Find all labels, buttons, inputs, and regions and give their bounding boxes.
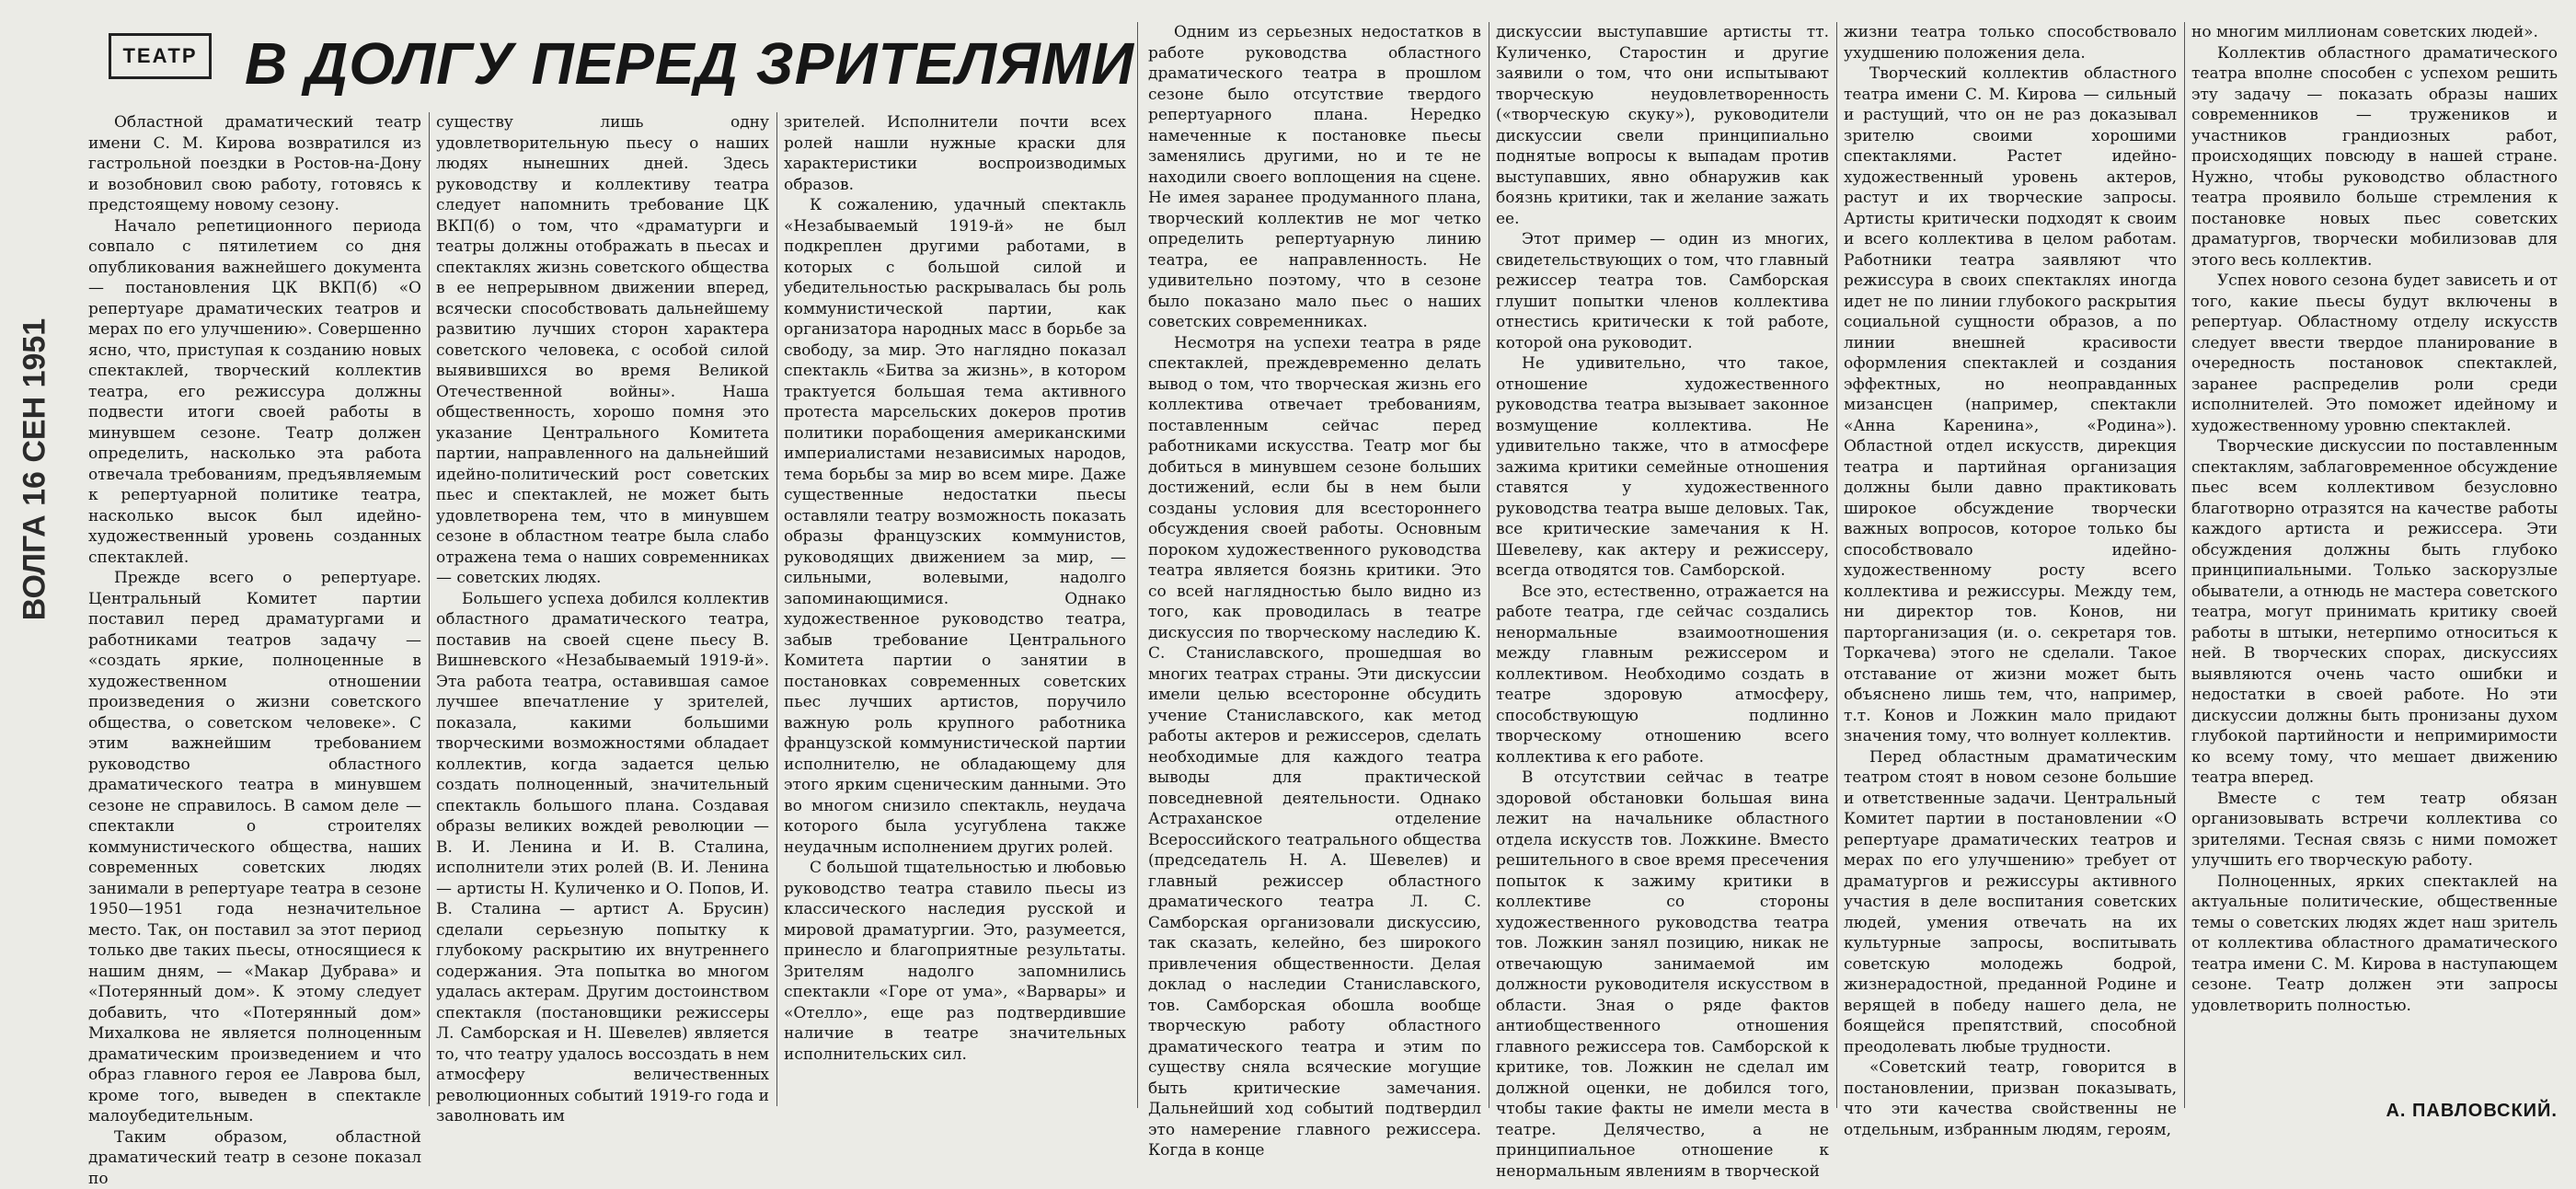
paragraph: Полноценных, ярких спектаклей на актуальные политические, общественные темы о советских людях ждет наш зритель от коллектива областного драматического театра имени С. М. Кирова в наступающем сезоне. Театр должен эти запросы удовлетворить полностью. [2191,872,2558,1017]
article-column-6 [1844,22,2177,1117]
article-column-2 [436,112,769,1115]
paragraph: Творческие дискуссии по поставленным спектаклям, заблаговременное обсуждение пьес всем коллективом безусловно благотворно отразятся на качестве работы каждого артиста и режиссера. Эти обсуждения должны быть глубоко принципиальными. Только заскорузлые обыватели, а отнюдь не мастера советского театра, могут принимать критику своей работы в штыки, нетерпимо относиться к ней. В творческих спорах, дискуссиях выявляются очень часто ошибки и недостатки в своей работе. Но эти дискуссии должны быть пронизаны духом глубокой партийности и непримиримости ко всему тому, что мешает движению театра вперед. [2191,436,2558,789]
paragraph: К сожалению, удачный спектакль «Незабываемый 1919-й» не был подкреплен другими работами, в которых с большой силой и убедительностью раскрывалась бы роль коммунистической партии, как организатора народных масс в борьбе за свободу, за мир. Это наглядно показал спектакль «Битва за жизнь», в котором трактуется большая тема активного протеста марсельских докеров против политики порабощения американскими империалистами независимых народов, тема борьбы за мир во всем мире. Даже существенные недостатки пьесы оставляли театру возможность показать образы французских коммунистов, руководящих движением за мир, — сильными, волевыми, надолго запоминающимися. Однако художественное руководство театра, забыв требование Центрального Комитета партии о занятии в постановках современных советских пьес лучших артистов, поручило важную роль крупного работника французской коммунистической партии исполнителю, не обладающему для этого ярким сценическим данными. Это во многом снизило спектакль, неудача которого была усугублена также неудачным исполнением других ролей. [784,195,1126,858]
article-column-7 [2191,22,2558,1095]
column-rule [1137,22,1138,1108]
stamp-text: ВОЛГА 16 СЕН 1951 [17,318,53,620]
paragraph: существу лишь одну удовлетворительную пьесу о наших людях нынешних дней. Здесь руководству и коллективу театра следует напомнить требование ЦК ВКП(б) о том, что «драматурги и театры должны отображать в пьесах и спектаклях жизнь советского общества в ее непрерывном движении вперед, всячески способствовать дальнейшему развитию лучших сторон характера советского человека, с особой силой выявившихся во время Великой Отечественной войны». Наша общественность, хорошо помня это указание Центрального Комитета партии, направленного на дальнейший идейно-политический рост советских пьес и спектаклей, не может быть удовлетворена тем, что в минувшем сезоне в областном театре была слабо отражена тема о наших современниках — советских людях. [436,112,769,589]
paragraph: Не удивительно, что такое, отношение художественного руководства театра вызывает законное возмущение коллектива. Не удивительно также, что в атмосфере зажима критики семейные отношения ставятся у художественного руководства театра выше деловых. Так, все критические замечания к Н. Шевелеву, как актеру и режиссеру, всегда отводятся тов. Самборской. [1496,353,1829,582]
article-column-4 [1148,22,1481,1117]
paragraph: Перед областным драматическим театром стоят в новом сезоне большие и ответственные задачи. Центральный Комитет партии в постановлении «О репертуаре драматических театров и мерах по его улучшению» требует от драматургов и режиссуры активного участия в деле воспитания советских людей, умения отвечать на их культурные запросы, воспитывать советскую молодежь бодрой, жизнерадостной, преданной Родине и верящей в победу нашего дела, не боящейся препятствий, способной преодолевать любые трудности. [1844,747,2177,1058]
paragraph: Областной драматический театр имени С. М. Кирова возвратился из гастрольной поездки в Ростов-на-Дону и возобновил свою работу, готовясь к предстоящему новому сезону. [88,112,421,216]
paragraph: Творческий коллектив областного театра имени С. М. Кирова — сильный и растущий, что он не раз доказывал зрителю своими хорошими спектаклями. Растет идейно-художественный уровень актеров, растут и их творческие запросы. Артисты критически подходят к своим и всего коллектива в целом работам. Работники театра заявляют что режиссура в своих спектаклях иногда идет не по линии глубокого раскрытия социальной сущности образов, а по линии внешней красивости оформления спектаклей и создания эффектных, но неоправданных мизансцен (например, спектакли «Анна Каренина», «Родина»). Областной отдел искусств, дирекция театра и партийная организация должны были давно практиковать широкое обсуждение творчески важных вопросов, которое только бы способствовало идейно-художественному росту всего коллектива и режиссуры. Между тем, ни директор тов. Конов, ни парторганизация (и. о. секретаря тов. Торкачева) этого не сделали. Такое отставание от жизни может быть объяснено лишь тем, что, например, т.т. Конов и Ложкин мало придают значения тому, что волнует коллектив. [1844,63,2177,747]
paragraph: Все это, естественно, отражается на работе театра, где сейчас создались ненормальные взаимоотношения между главным режиссером и коллективом. Необходимо создать в театре здоровую атмосферу, способствующую подлинно творческому отношению всего коллектива к его работе. [1496,582,1829,768]
paragraph: Коллектив областного драматического театра вполне способен с успехом решить эту задачу — показать образы наших современников — тружеников и участников грандиозных работ, происходящих повсюду в нашей стране. Нужно, чтобы руководство областного театра проявило больше стремления к постановке новых пьес советских драматургов, творчески мобилизовав для этого весь коллектив. [2191,43,2558,271]
column-rule [429,112,430,1106]
paragraph: Этот пример — один из многих, свидетельствующих о том, что главный режиссер театра тов. Самборская глушит попытки членов коллектива отнестись критически к той работе, которой она руководит. [1496,229,1829,353]
column-rule [1836,22,1837,1108]
paragraph: В отсутствии сейчас в театре здоровой обстановки большая вина лежит на начальнике областного отдела искусств тов. Ложкине. Вместо решительного в свое время пресечения попыток к зажиму критики в коллективе со стороны художественного руководства театра тов. Ложкин занял позицию, никак не отвечающую занимаемой им должности руководителя искусством в области. Зная о ряде фактов антиобщественного отношения главного режиссера тов. Самборской к критике, тов. Ложкин не сделал им должной оценки, не добился того, чтобы такие факты не имели места в театре. Делячество, а не принципиальное отношение к ненормальным явлениям в творческой [1496,768,1829,1182]
paragraph: жизни театра только способствовало ухудшению положения дела. [1844,22,2177,63]
paragraph: «Советский театр, говорится в постановлении, призван показывать, что эти качества свойственны не отдельным, избранным людям, героям, [1844,1057,2177,1140]
paragraph: Начало репетиционного периода совпало с пятилетием со дня опубликования важнейшего документа — постановления ЦК ВКП(б) «О репертуаре драматических театров и мерах по его улучшению». Совершенно ясно, что, приступая к созданию новых спектаклей, творческий коллектив театра, его режиссура должны подвести итоги своей работы в минувшем сезоне. Театр должен определить, насколько эта работа отвечала требованиям, предъявляемым к репертуарной политике театра, насколько высок был идейно-художественный уровень созданных спектаклей. [88,216,421,569]
paragraph: но многим миллионам советских людей». [2191,22,2558,43]
paragraph: зрителей. Исполнители почти всех ролей нашли нужные краски для характеристики воспроизводимых образов. [784,112,1126,195]
article-column-3 [784,112,1126,1115]
library-date-stamp [7,230,63,709]
article-headline: В ДОЛГУ ПЕРЕД ЗРИТЕЛЯМИ [245,22,1073,105]
paragraph: Прежде всего о репертуаре. Центральный Комитет партии поставил перед драматургами и работниками театров задачу — «создать яркие, полноценные в художественном отношении произведения о жизни советского общества, о советском человеке». С этим важнейшим требованием руководство областного драматического театра в минувшем сезоне не справилось. В самом деле — спектакли о строителях коммунистического общества, наших современных советских людях занимали в репертуаре театра в сезоне 1950—1951 года незначительное место. Так, он поставил за этот период только две таких пьесы, относящиеся к нашим дням, — «Макар Дубрава» и «Потерянный дом». К этому следует добавить, что «Потерянный дом» Михалкова не является полноценным драматическим произведением и что образ главного героя ее Лаврова был, кроме того, выведен в спектакле малоубедительным. [88,568,421,1127]
article-column-1 [88,112,421,1115]
column-rule [776,112,777,1106]
paragraph: Успех нового сезона будет зависеть и от того, какие пьесы будут включены в репертуар. Областному отделу искусств следует ввести твердое планирование в очередность постановок спектаклей, заранее распределив роли среди исполнителей. Это поможет идейному и художественному уровню спектаклей. [2191,271,2558,436]
article-column-5 [1496,22,1829,1117]
paragraph: Одним из серьезных недостатков в работе руководства областного драматического театра в прошлом сезоне было отсутствие твердого репертуарного плана. Нередко намеченные к постановке пьесы заменялись другими, но и те не находили своего воплощения на сцене. Не имея заранее продуманного плана, творческий коллектив не мог четко определить репертуарную линию театра, ее направленность. Не удивительно поэтому, что в сезоне было показано мало пьес о наших советских современниках. [1148,22,1481,333]
section-rubric: ТЕАТР [109,33,212,79]
author-signature: А. ПАВЛОВСКИЙ. [2254,1101,2558,1128]
paragraph: Вместе с тем театр обязан организовывать встречи коллектива со зрителями. Тесная связь с ними поможет улучшить его творческую работу. [2191,789,2558,872]
column-rule [2184,22,2185,1108]
paragraph: С большой тщательностью и любовью руководство театра ставило пьесы из классического наследия русской и мировой драматургии. Это, разумеется, принесло и благоприятные результаты. Зрителям надолго запомнились спектакли «Горе от ума», «Варвары» и «Отелло», еще раз подтвердившие наличие в театре значительных исполнительских сил. [784,858,1126,1065]
paragraph: Большего успеха добился коллектив областного драматического театра, поставив на своей сцене пьесу В. Вишневского «Незабываемый 1919-й». Эта работа театра, оставившая самое лучшее впечатление у зрителей, показала, какими большими творческими возможностями обладает коллектив, когда задается целью создать полноценный, значительный спектакль большого плана. Создавая образы великих вождей революции — В. И. Ленина и И. В. Сталина, исполнители этих ролей (В. И. Ленина — артисты Н. Куличенко и О. Попов, И. В. Сталина — артист А. Брусин) сделали серьезную попытку к глубокому раскрытию их внутреннего содержания. Эта попытка во многом удалась актерам. Другим достоинством спектакля (постановщики режиссеры Л. Самборская и Н. Шевелев) является то, что театру удалось воссоздать в нем атмосферу величественных революционных событий 1919-го года и заволновать им [436,589,769,1127]
paragraph: Таким образом, областной драматический театр в сезоне показал по [88,1127,421,1189]
paragraph: Несмотря на успехи театра в ряде спектаклей, преждевременно делать вывод о том, что творческая жизнь его коллектива отвечает требованиям, поставленным сейчас перед работниками искусства. Театр мог бы добиться в минувшем сезоне больших достижений, если бы в нем были созданы условия для всестороннего обсуждения своей работы. Основным пороком художественного руководства театра является боязнь критики. Это со всей наглядностью было видно из того, как проводилась в театре дискуссия по творческому наследию К. С. Станиславского, прошедшая во многих театрах страны. Эти дискуссии имели целью всесторонне обсудить учение Станиславского, как метод работы актеров и режиссеров, сделать необходимые для каждого театра выводы для практической повседневной деятельности. Однако Астраханское отделение Всероссийского театрального общества (председатель Н. А. Шевелев) и главный режиссер областного драматического театра Л. С. Самборская организовали дискуссию, так сказать, келейно, без широкого привлечения общественности. Делая доклад о наследии Станиславского, тов. Самборская обошла вообще творческую работу областного драматического театра и этим по существу сняла всяческие могущие быть критические замечания. Дальнейший ход событий подтвердил это намерение главного режиссера. Когда в конце [1148,333,1481,1161]
paragraph: дискуссии выступавшие артисты тт. Куличенко, Старостин и другие заявили о том, что они испытывают творческую неудовлетворенность («творческую скуку»), руководители дискуссии свели принципиально поднятые вопросы к выпадам против выступавших, явно обнаружив как боязнь критики, так и желание зажать ее. [1496,22,1829,229]
